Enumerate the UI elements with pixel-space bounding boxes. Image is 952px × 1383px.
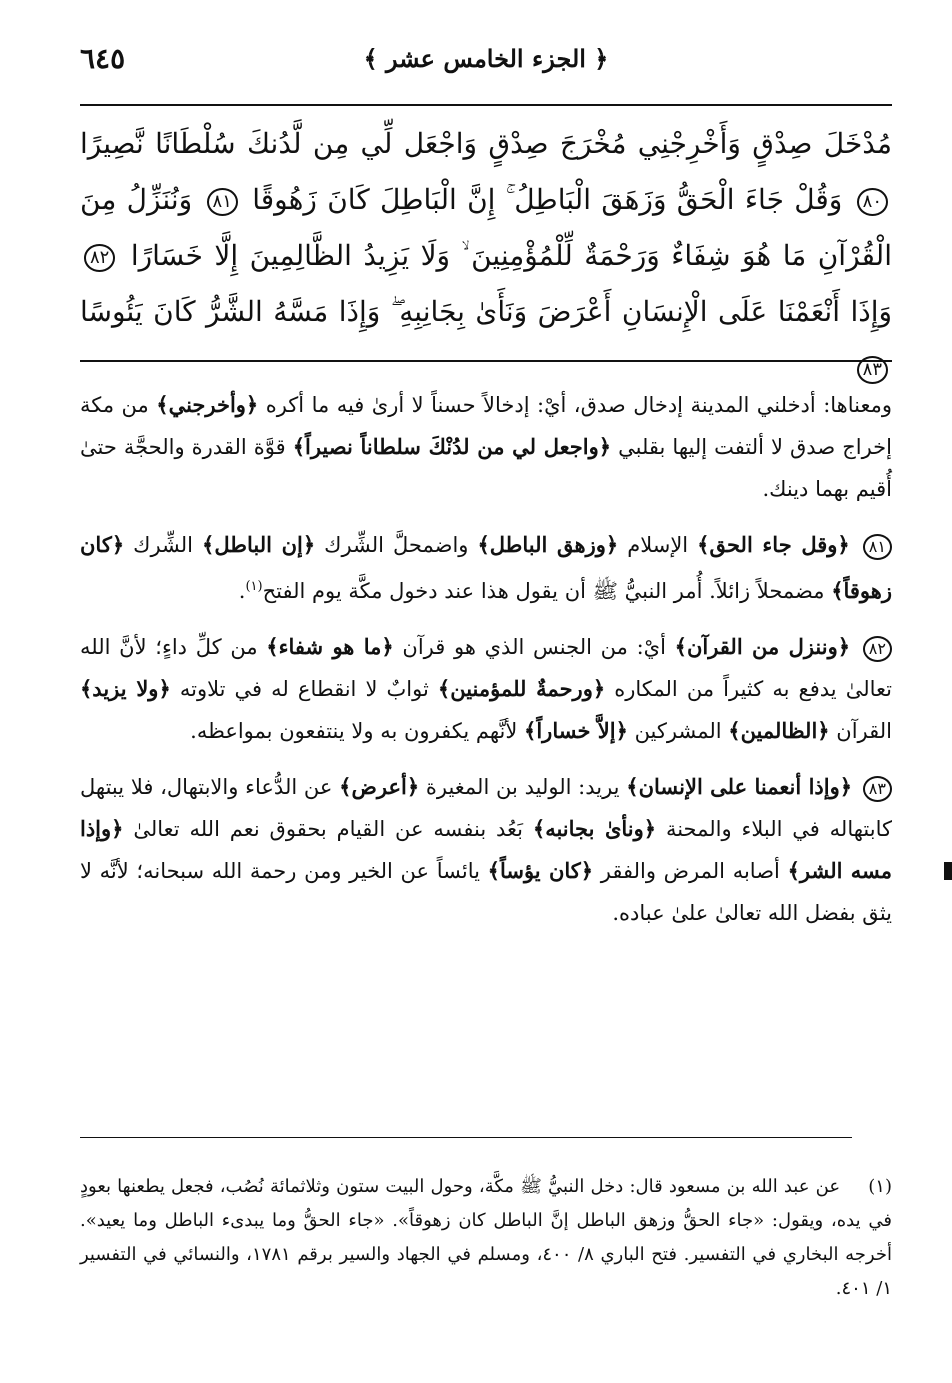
quoted-phrase: ﴿وإذا مسه الشر﴾ [80,816,892,883]
quoted-phrase: ﴿كان زهوقاً﴾ [80,532,892,603]
footnote-reference[interactable]: (١) [245,579,263,594]
quoted-phrase: ﴿ولا يزيد﴾ [80,676,171,701]
running-title: ﴿ الجزء الخامس عشر ﴾ [363,44,609,73]
verses-divider [80,360,892,362]
commentary-text: مضمحلاً زائلاً. أُمر النبيُّ ﷺ أن يقول هذا عند دخول مكَّة يوم الفتح [262,579,825,603]
commentary-text: الشِّرك [133,533,194,557]
page-header [80,40,892,80]
verse-number-mark: ٨٢ [84,244,115,272]
quoted-phrase: ﴿ونأىٰ بجانبه﴾ [532,816,657,841]
commentary-paragraph [80,384,892,510]
commentary-text: القرآن [836,719,892,743]
commentary-paragraph [80,626,892,752]
commentary-text: عن الدُّعاء والابتهال، فلا يبتهل كابتهاله في البلاء والمحنة [80,775,892,841]
footnote [80,1170,892,1306]
verse-number-badge: ٨٣ [863,776,892,802]
verse-number-badge: ٨١ [863,534,892,560]
commentary-paragraph [80,524,892,612]
quoted-phrase: ﴿وأخرجني﴾ [156,392,259,417]
verse-number-badge: ٨٢ [863,636,892,662]
commentary-text: واضمحلَّ الشِّرك [324,533,469,557]
verse-number-mark: ٨١ [207,188,238,216]
quoted-phrase: ﴿وزهق الباطل﴾ [477,532,619,557]
verse-text: وَنُنَزِّلُ مِنَ الْقُرْآنِ مَا هُوَ شِفَاءٌ وَرَحْمَةٌ لِّلْمُؤْمِنِينَ ۙ وَلَا يَزِيدُ الظَّالِمِينَ إِلَّا خَسَارًا [80,183,892,272]
commentary-paragraph [80,766,892,934]
commentary-text: المشركين [634,719,722,743]
page-number: ٦٤٥ [80,42,126,75]
quoted-phrase: ﴿إن الباطل﴾ [202,532,316,557]
quoted-phrase: ﴿الظالمين﴾ [728,718,830,743]
commentary-text: يريد: الوليد بن المغيرة [425,775,620,799]
quoted-phrase: ﴿وقل جاء الحق﴾ [697,532,850,557]
quoted-phrase: ﴿ما هو شفاء﴾ [266,634,394,659]
header-divider [80,104,892,106]
footnote-divider [80,1137,852,1138]
footnote-text: عن عبد الله بن مسعود قال: دخل النبيُّ ﷺ مكَّة، وحول البيت ستون وثلاثمائة نُصُب، فجعل يطعنها بعودٍ في يده، ويقول: «جاء الحقُّ وزهق الباطل إنَّ الباطل كان زهوقاً». «جاء الحقُّ وما يبدىء الباطل وما يعيد». أخرجه البخاري في التفسير. فتح الباري ٨/ ٤٠٠، ومسلم في الجهاد والسير برقم ١٧٨١، والنسائي في التفسير ١/ ٤٠١. [80,1176,892,1299]
quoted-phrase: ﴿وننزل من القرآن﴾ [674,634,851,659]
quoted-phrase: ﴿وإذا أنعمنا على الإنسان﴾ [626,774,853,799]
commentary-text: ومعناها: أدخلني المدينة إدخال صدق، أيْ: إدخالاً حسناً لا أرىٰ فيه ما أكره [265,393,892,417]
commentary-text: أيْ: من الجنس الذي هو قرآن [402,635,666,659]
commentary-text: . [238,579,246,603]
verse-number-mark: ٨٠ [857,188,888,216]
verse-text: وَقُلْ جَاءَ الْحَقُّ وَزَهَقَ الْبَاطِلُ ۚ إِنَّ الْبَاطِلَ كَانَ زَهُوقًا [252,183,843,216]
commentary [80,384,892,948]
commentary-text: أصابه المرض والفقر [600,859,780,883]
quoted-phrase: ﴿كان يؤساً﴾ [487,858,594,883]
quoted-phrase: ﴿إلاَّ خساراً﴾ [524,718,628,743]
quoted-phrase: ﴿واجعل لي من لدُنْكَ سلطاناً نصيراً﴾ [292,434,612,459]
commentary-text: الإسلام [627,533,689,557]
commentary-text: قوَّة القدرة والحجَّة حتىٰ أُقيم بهما دينك. [80,435,892,501]
commentary-text: لأنَّهم يكفرون به ولا ينتفعون بمواعظه. [190,719,518,743]
footnote-marker: (١) [868,1176,892,1197]
verse-number-mark: ٨٣ [857,356,888,384]
commentary-text: يائساً عن الخير ومن رحمة الله سبحانه؛ لأنَّه لا يثق بفضل الله تعالىٰ علىٰ عباده. [80,859,892,925]
commentary-text: ثوابٌ لا انقطاع له في تلاوته [179,677,429,701]
commentary-text: من كلِّ داءٍ؛ لأنَّ الله تعالىٰ يدفع به كثيراً من المكاره [80,635,892,701]
quoted-phrase: ﴿أعرض﴾ [339,774,420,799]
commentary-text: من مكة إخراج صدق لا ألتفت إليها بقلبي [80,393,892,459]
commentary-text: بَعُد بنفسه عن القيام بحقوق نعم الله تعالىٰ [133,817,524,841]
verse-text: وَإِذَا أَنْعَمْنَا عَلَى الْإِنسَانِ أَعْرَضَ وَنَأَىٰ بِجَانِبِهِ ۖ وَإِذَا مَسَّهُ الشَّرُّ كَانَ يَئُوسًا [80,295,892,328]
quoted-phrase: ﴿ورحمةٌ للمؤمنين﴾ [437,676,606,701]
quran-verses [80,116,892,396]
page-edge-mark [944,862,952,880]
verse-text: مُدْخَلَ صِدْقٍ وَأَخْرِجْنِي مُخْرَجَ صِدْقٍ وَاجْعَل لِّي مِن لَّدُنكَ سُلْطَانًا نَّصِيرًا [80,127,892,160]
